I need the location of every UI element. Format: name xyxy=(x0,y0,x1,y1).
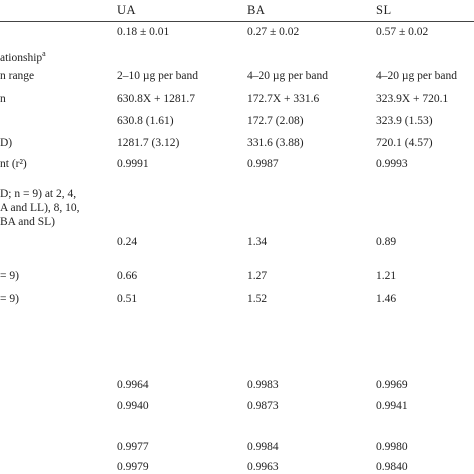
table-cell-ua: 0.9979 xyxy=(117,461,149,473)
table-cell-ua: 0.24 xyxy=(117,236,138,248)
table-cell-ua: 0.66 xyxy=(117,270,138,282)
table-cell-sl: 720.1 (4.57) xyxy=(376,137,433,149)
table-cell-ua: 0.9964 xyxy=(117,379,149,391)
column-header-ba: BA xyxy=(247,3,266,17)
column-header-ua: UA xyxy=(117,3,137,17)
table-cell-ba: 172.7 (2.08) xyxy=(247,115,304,127)
row-label: n range xyxy=(0,70,35,82)
table-cell-ba: 1.27 xyxy=(247,270,268,282)
table-cell-sl: 0.57 ± 0.02 xyxy=(376,26,429,38)
row-label: BA and SL) xyxy=(0,216,55,228)
footnote-marker: a xyxy=(42,49,46,58)
table-cell-sl: 0.9969 xyxy=(376,379,408,391)
table-cell-ua: 0.18 ± 0.01 xyxy=(117,26,170,38)
table-cell-sl: 0.9980 xyxy=(376,441,408,453)
table-cell-sl: 4–20 µg per band xyxy=(376,70,458,82)
table-cell-sl: 0.9993 xyxy=(376,158,408,170)
table-cell-ba: 0.9987 xyxy=(247,158,279,170)
table-cell-ba: 0.9873 xyxy=(247,400,279,412)
table-cell-ba: 1.52 xyxy=(247,293,268,305)
table-cell-ua: 2–10 µg per band xyxy=(117,70,199,82)
table-cell-ba: 0.27 ± 0.02 xyxy=(247,26,300,38)
header-rule xyxy=(0,21,474,22)
row-label: nt (r²) xyxy=(0,158,27,170)
row-label-text: ationship xyxy=(0,51,43,64)
row-label: n xyxy=(0,93,6,105)
row-label: = 9) xyxy=(0,270,19,282)
table-cell-ba: 1.34 xyxy=(247,236,268,248)
table-cell-sl: 0.9941 xyxy=(376,400,408,412)
table-cell-sl: 323.9X + 720.1 xyxy=(376,93,449,105)
row-label: A and LL), 8, 10, xyxy=(0,202,80,214)
table-cell-ua: 0.9977 xyxy=(117,441,149,453)
table-cell-ua: 1281.7 (3.12) xyxy=(117,137,180,149)
table-cell-ua: 630.8X + 1281.7 xyxy=(117,93,196,105)
row-label: D; n = 9) at 2, 4, xyxy=(0,188,77,200)
table-cell-ba: 0.9984 xyxy=(247,441,279,453)
row-label: D) xyxy=(0,137,13,149)
table-cell-ba: 172.7X + 331.6 xyxy=(247,93,320,105)
table-cell-ba: 4–20 µg per band xyxy=(247,70,329,82)
table-cell-sl: 1.46 xyxy=(376,293,397,305)
table-cell-ua: 0.9991 xyxy=(117,158,149,170)
table-cell-ua: 630.8 (1.61) xyxy=(117,115,174,127)
table-cell-ba: 0.9983 xyxy=(247,379,279,391)
row-label: = 9) xyxy=(0,293,19,305)
table-cell-ua: 0.51 xyxy=(117,293,138,305)
table-cell-sl: 323.9 (1.53) xyxy=(376,115,433,127)
table-cell-ba: 331.6 (3.88) xyxy=(247,137,304,149)
table-cell-ba: 0.9963 xyxy=(247,461,279,473)
row-label xyxy=(0,47,46,65)
table-cell-ua: 0.9940 xyxy=(117,400,149,412)
table-cell-sl: 0.9840 xyxy=(376,461,408,473)
table-cell-sl: 0.89 xyxy=(376,236,397,248)
table-cell-sl: 1.21 xyxy=(376,270,397,282)
column-header-sl: SL xyxy=(376,3,392,17)
